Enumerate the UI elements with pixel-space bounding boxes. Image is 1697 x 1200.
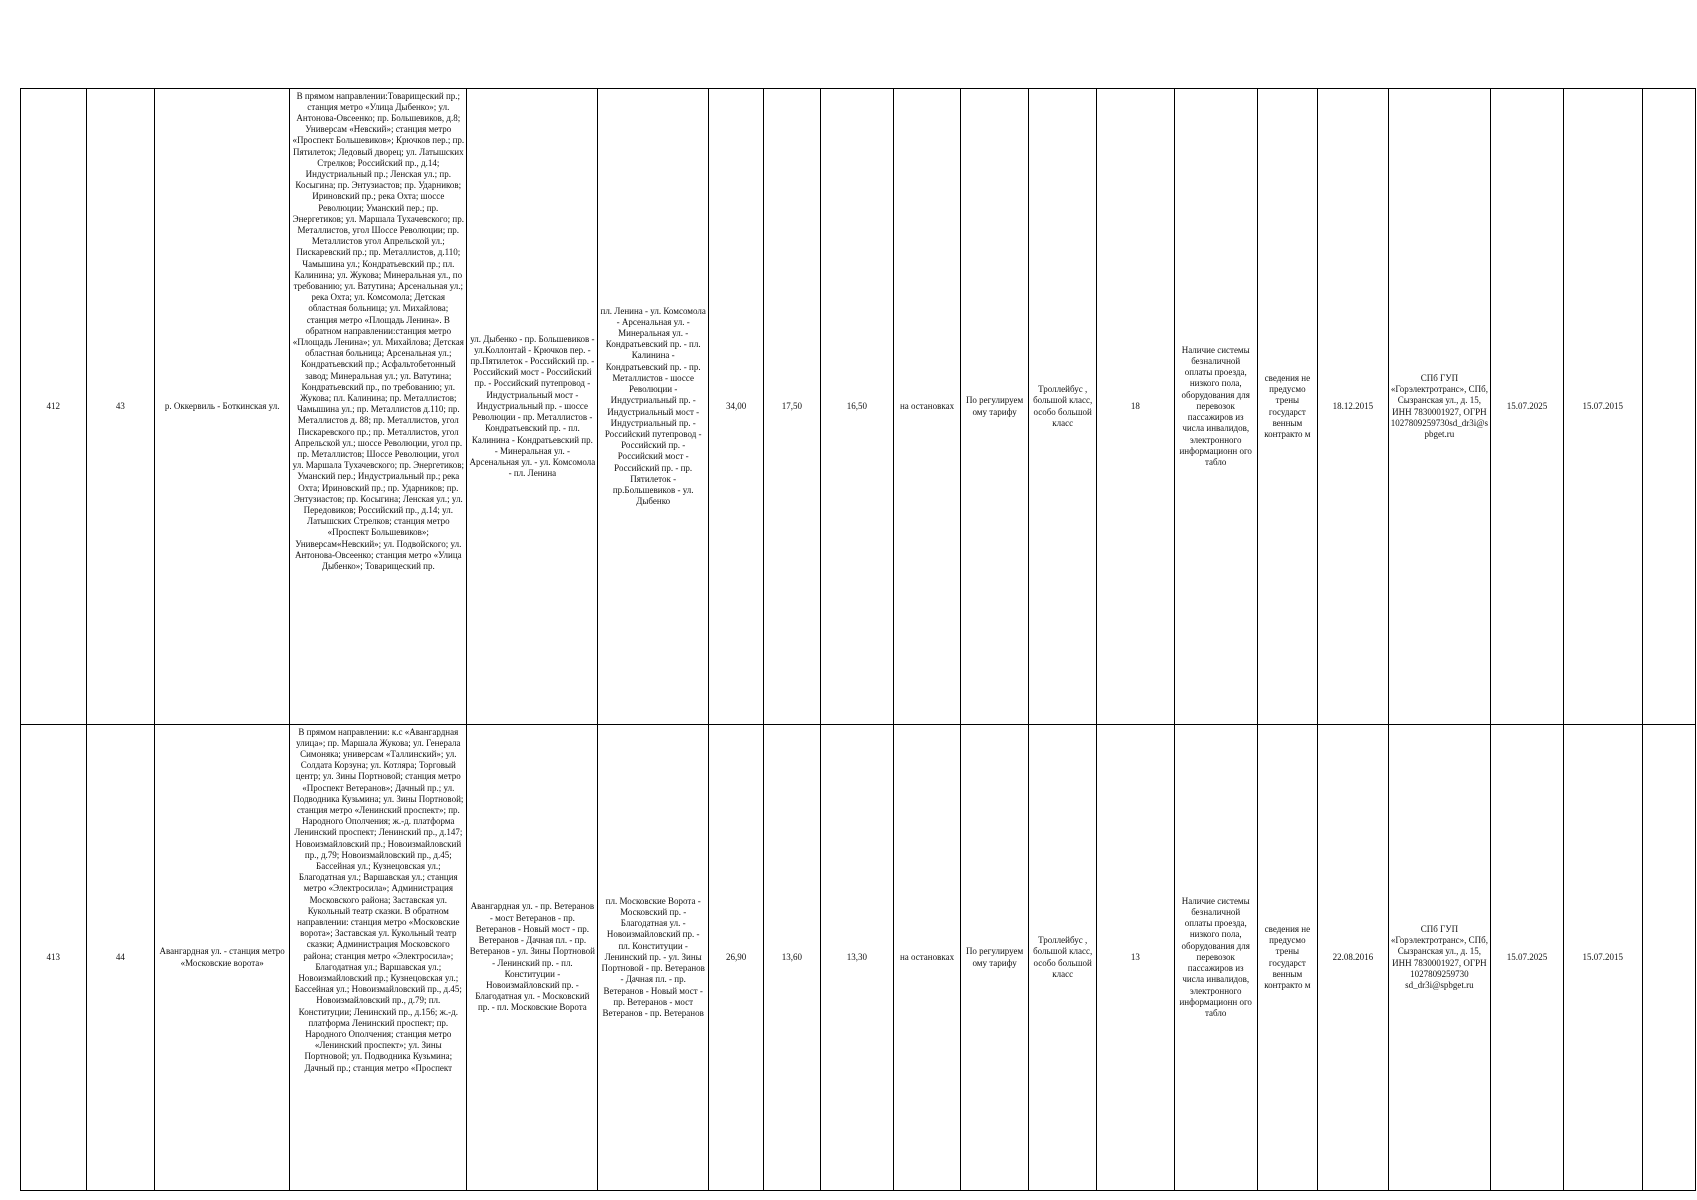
route-name: Авангардная ул. - станция метро «Московские ворота» xyxy=(155,725,290,1191)
tariff: По регулируем ому тарифу xyxy=(960,725,1029,1191)
extra-cell xyxy=(1642,725,1695,1191)
date-b: 15.07.2015 xyxy=(1563,89,1642,725)
route-registry-table xyxy=(20,88,1696,1191)
length-reverse: 16,50 xyxy=(820,89,894,725)
streets-reverse: пл. Ленина - ул. Комсомола - Арсенальная ул. - Минеральная ул. - Кондратьевский пр. - пл. Калинина - Кондратьевский пр. - пр. Металлистов - шоссе Революции - Индустриальный пр. - Индустриальный мост - Индустриальный пр. - Российский путепровод - Российский пр. - Российский мост - Российский пр. - пр. Пятилеток - пр.Большевиков - ул. Дыбенко xyxy=(598,89,709,725)
length-total: 34,00 xyxy=(708,89,763,725)
table-row xyxy=(21,725,1696,1191)
row-number: 412 xyxy=(21,89,87,725)
vehicle-class: Троллейбус , большой класс, особо большой класс xyxy=(1029,89,1097,725)
date-b: 15.07.2015 xyxy=(1563,725,1642,1191)
contract-info: сведения не предусмо трены государст венным контракто м xyxy=(1257,89,1317,725)
stops-list: В прямом направлении:Товарищеский пр.; станция метро «Улица Дыбенко»; ул. Антонова-Овсеенко; пр. Большевиков, д.8; Универсам «Невский»; станция метро «Проспект Большевиков»; Крючков пер.; пр. Пятилеток; Ледовый дворец; ул. Латышских Стрелков; Российский пр., д.14; Индустриальный пр.; Ленская ул.; пр. Косыгина; пр. Энтузиастов; пр. Ударников; Ириновский пр.; река Охта; шоссе Революции; Уманский пер.; пр. Энергетиков; ул. Маршала Тухачевского; пр. Металлистов, угол Шоссе Революции; пр. Металлистов угол Апрельской ул.; Пискаревский пр.; пр. Металлистов, д.110; Чамышина ул.; Кондратьевский пр.; пл. Калинина; ул. Жукова; Минеральная ул., по требованию; ул. Ватутина; Арсенальная ул.; река Охта; ул. Комсомола; Детская областная больница; ул. Михайлова; станция метро «Площадь Ленина». В обратном направлении:станция метро «Площадь Ленина»; ул. Михайлова; Детская областная больница; Арсенальная ул.; Кондратьевский пр.; Асфальтобетонный завод; Минеральная ул.; ул. Ватутина; Кондратьевский пр., по требованию; ул. Жукова; пл. Калинина; пр. Металлистов; Чамышина ул.; пр. Металлистов д.110; пр. Металлистов д. 88; пр. Металлистов, угол Пискаревского пр.; пр. Металлистов, угол Апрельской ул.; шоссе Революции, угол пр. пр. Металлистов; Шоссе Революции, угол ул. Маршала Тухачевского; пр. Энергетиков; Уманский пер.; Индустриальный пр.; река Охта; Ириновский пр.; пр. Ударников; пр. Энтузиастов; пр. Косыгина; Ленская ул.; ул. Передовиков; Российский пр., д.14; ул. Латышских Стрелков; станция метро «Проспект Большевиков»; Универсам«Невский»; ул. Подвойского; ул. Антонова-Овсеенко; станция метро «Улица Дыбенко»; Товарищеский пр. xyxy=(292,90,465,572)
length-reverse: 13,30 xyxy=(820,725,894,1191)
start-date: 22.08.2016 xyxy=(1318,725,1389,1191)
vehicle-class: Троллейбус , большой класс, особо большой класс xyxy=(1029,725,1097,1191)
streets-reverse: пл. Московские Ворота - Московский пр. - Благодатная ул. - Новоизмайловский пр. - пл. Конституции - Ленинский пр. - ул. Зины Портновой - пр. Ветеранов - Дачная пл. - пр. Ветеранов - Новый мост - пр. Ветеранов - мост Ветеранов - пр. Ветеранов xyxy=(598,725,709,1191)
length-total: 26,90 xyxy=(708,725,763,1191)
carrier-info: СПб ГУП «Горэлектротранс», СПб, Сызранская ул., д. 15, ИНН 7830001927, ОГРН 1027809259730sd_dr3i@spbget.ru xyxy=(1388,89,1490,725)
route-number: 43 xyxy=(86,89,155,725)
table-row xyxy=(21,89,1696,725)
carrier-info: СПб ГУП «Горэлектротранс», СПб, Сызранская ул., д. 15, ИНН 7830001927, ОГРН 1027809259730 sd_dr3i@spbget.ru xyxy=(1388,725,1490,1191)
vehicle-count: 13 xyxy=(1096,725,1174,1191)
stops-list: В прямом направлении: к.с «Авангардная улица»; пр. Маршала Жукова; ул. Генерала Симоняка; универсам «Таллинский»; ул. Солдата Корзуна; ул. Котляра; Торговый центр; ул. Зины Портновой; станция метро «Проспект Ветеранов»; Дачный пр.; ул. Подводника Кузьмина; ул. Зины Портновой; станция метро «Ленинский проспект»; пр. Народного Ополчения; ж.-д. платформа Ленинский проспект; Ленинский пр., д.147; Новоизмайловский пр.; Новоизмайловский пр., д.79; Новоизмайловский пр., д.45; Бассейная ул.; Кузнецовская ул.; Благодатная ул.; Варшавская ул.; станция метро «Электросила»; Администрация Московского района; Заставская ул. Кукольный театр сказки. В обратном направлении: станция метро «Московские ворота»; Заставская ул. Кукольный театр сказки; Администрация Московского района; станция метро «Электросила»; Благодатная ул.; Варшавская ул.; Новоизмайловский пр.; Кузнецовская ул.; Бассейная ул.; Новоизмайловский пр., д.45; Новоизмайловский пр., д.79; пл. Конституции; Ленинский пр., д.156; ж.-д. платформа Ленинский проспект; пр. Народного Ополчения; станция метро «Ленинский проспект»; ул. Зины Портновой; ул. Подводника Кузьмина; Дачный пр.; станция метро «Проспект xyxy=(293,726,464,1073)
date-a: 15.07.2025 xyxy=(1491,725,1564,1191)
tariff: По регулируем ому тарифу xyxy=(960,89,1029,725)
streets-forward: ул. Дыбенко - пр. Большевиков - ул.Коллонтай - Крючков пер. - пр.Пятилеток - Российский пр. - Российский мост - Российский пр. - Российский путепровод - Индустриальный мост - Индустриальный пр. - шоссе Революции - пр. Металлистов - Кондратьевский пр. - пл. Калинина - Кондратьевский пр. - Минеральная ул. - Арсенальная ул. - ул. Комсомола - пл. Ленина xyxy=(467,89,598,725)
route-number: 44 xyxy=(86,725,155,1191)
route-name: р. Оккервиль - Боткинская ул. xyxy=(155,89,290,725)
contract-info: сведения не предусмо трены государст венным контракто м xyxy=(1257,725,1317,1191)
date-a: 15.07.2025 xyxy=(1491,89,1564,725)
stop-order: на остановках xyxy=(894,89,961,725)
stops-cell xyxy=(290,89,467,725)
length-forward: 17,50 xyxy=(764,89,820,725)
vehicle-features: Наличие системы безналичной оплаты проезда, низкого пола, оборудования для перевозок пассажиров из числа инвалидов, электронного информационн ого табло xyxy=(1174,725,1257,1191)
vehicle-count: 18 xyxy=(1096,89,1174,725)
length-forward: 13,60 xyxy=(764,725,820,1191)
vehicle-features: Наличие системы безналичной оплаты проезда, низкого пола, оборудования для перевозок пассажиров из числа инвалидов, электронного информационн ого табло xyxy=(1174,89,1257,725)
stop-order: на остановках xyxy=(894,725,961,1191)
extra-cell xyxy=(1642,89,1695,725)
row-number: 413 xyxy=(21,725,87,1191)
start-date: 18.12.2015 xyxy=(1318,89,1389,725)
stops-cell xyxy=(290,725,467,1191)
streets-forward: Авангардная ул. - пр. Ветеранов - мост Ветеранов - пр. Ветеранов - Новый мост - пр. Ветеранов - Дачная пл. - пр. Ветеранов - ул. Зины Портновой - Ленинский пр. - пл. Конституции - Новоизмайловский пр. - Благодатная ул. - Московский пр. - пл. Московские Ворота xyxy=(467,725,598,1191)
